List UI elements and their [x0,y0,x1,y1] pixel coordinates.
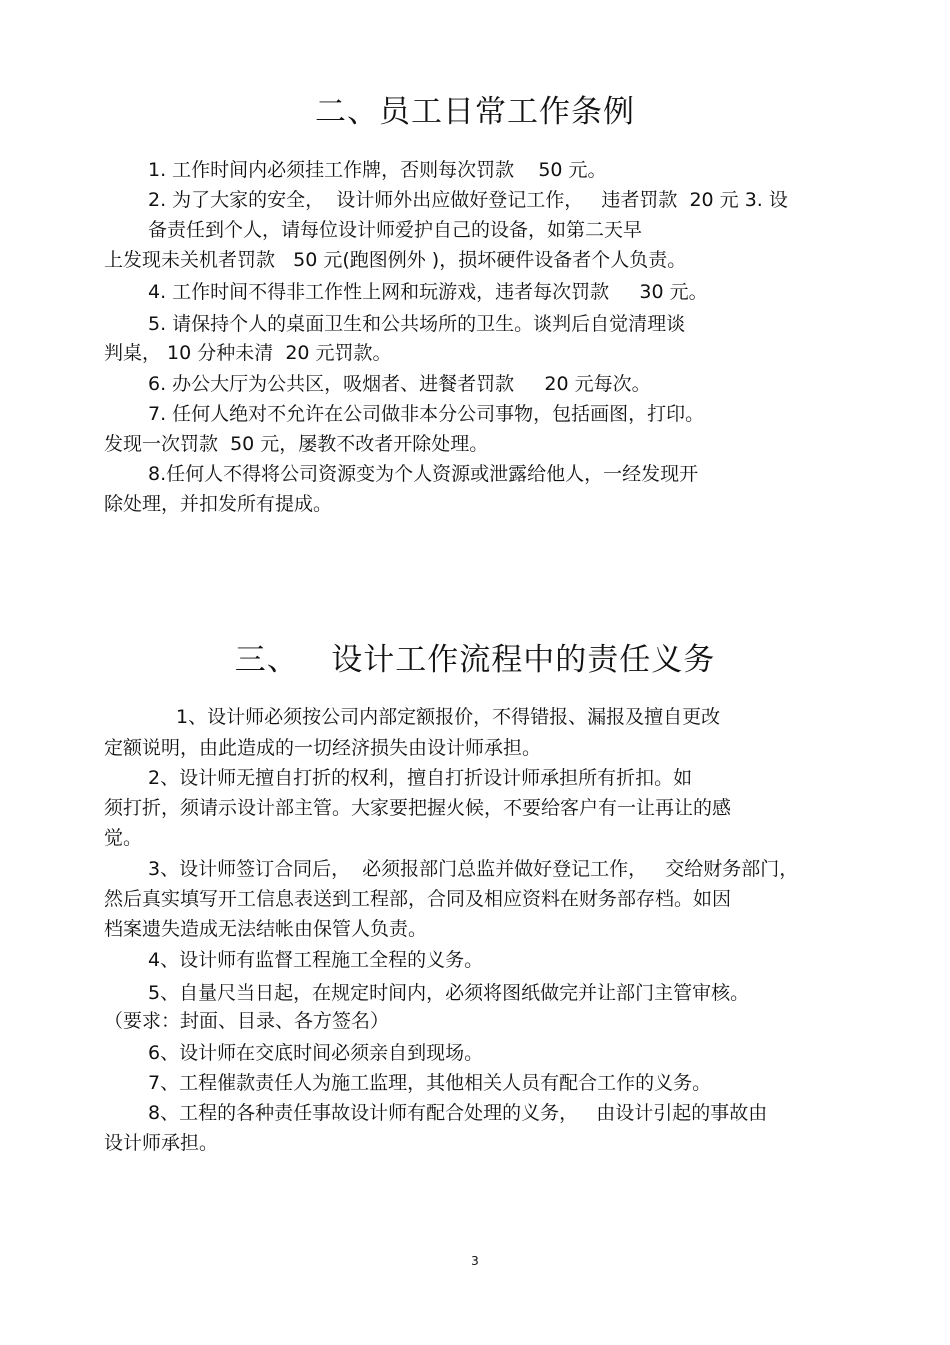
rule-line: 6. 办公大厅为公共区，吸烟者、进餐者罚款 20 元每次。 [148,373,651,395]
section3-title: 三、 设计工作流程中的责任义务 [234,642,716,678]
rule-line: 上发现未关机者罚款 50 元(跑图例外 )，损坏硬件设备者个人负责。 [104,249,687,271]
rule-line: 备责任到个人，请每位设计师爱护自己的设备，如第二天早 [148,219,643,241]
duty-line: 3、设计师签订合同后， 必须报部门总监并做好登记工作， 交给财务部门， [148,858,799,880]
duty-line: 1、设计师必须按公司内部定额报价，不得错报、漏报及擅自更改 [176,706,721,728]
duty-line: 然后真实填写开工信息表送到工程部，合同及相应资料在财务部存档。如因 [104,888,732,910]
duty-line: 档案遗失造成无法结帐由保管人负责。 [104,918,428,940]
duty-line: 设计师承担。 [104,1132,219,1154]
duty-line: 定额说明，由此造成的一切经济损失由设计师承担。 [104,737,542,759]
duty-line: 4、设计师有监督工程施工全程的义务。 [148,949,484,971]
rule-line: 8.任何人不得将公司资源变为个人资源或泄露给他人，一经发现开 [148,463,699,485]
rule-line: 2. 为了大家的安全， 设计师外出应做好登记工作， 违者罚款 20 元 3. 设 [148,189,788,211]
duty-line: 6、设计师在交底时间必须亲自到现场。 [148,1042,484,1064]
duty-line: 2、设计师无擅自打折的权利，擅自打折设计师承担所有折扣。如 [148,767,693,789]
rule-line: 除处理，并扣发所有提成。 [104,493,333,515]
rule-line: 发现一次罚款 50 元，屡教不改者开除处理。 [104,433,489,455]
page-number: 3 [471,1254,479,1268]
duty-line: 5、自量尺当日起，在规定时间内，必须将图纸做完并让部门主管审核。 [148,982,750,1004]
rule-line: 1. 工作时间内必须挂工作牌，否则每次罚款 50 元。 [148,159,607,181]
rule-line: 5. 请保持个人的桌面卫生和公共场所的卫生。谈判后自觉清理谈 [148,313,686,335]
duty-line: 7、工程催款责任人为施工监理，其他相关人员有配合工作的义务。 [148,1072,712,1094]
rule-line: 7. 任何人绝对不允许在公司做非本分公司事物，包括画图，打印。 [148,403,705,425]
rule-line: 判桌， 10 分种未清 20 元罚款。 [104,342,392,364]
section2-title: 二、员工日常工作条例 [315,94,635,130]
rule-line: 4. 工作时间不得非工作性上网和玩游戏，违者每次罚款 30 元。 [148,281,708,303]
duty-line: 觉。 [104,827,143,849]
duty-line: 8、工程的各种责任事故设计师有配合处理的义务， 由设计引起的事故由 [148,1102,768,1124]
duty-line: 须打折，须请示设计部主管。大家要把握火候，不要给客户有一让再让的感 [104,797,732,819]
duty-line: （要求：封面、目录、各方签名） [104,1010,390,1032]
